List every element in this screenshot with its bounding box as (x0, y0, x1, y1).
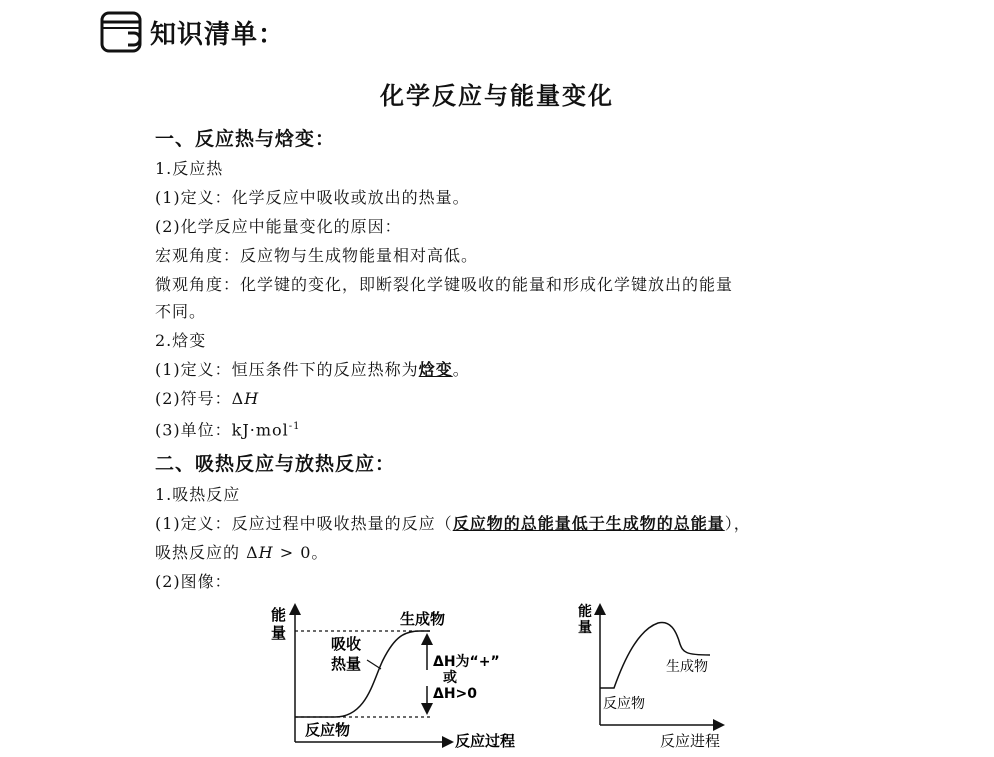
energy-curve-2 (600, 622, 710, 688)
s1-micro (155, 274, 733, 296)
endothermic-diagram (255, 600, 540, 755)
absorb-pointer (367, 660, 381, 669)
s1-enthalpy-text: 恒压条件下的反应热称为 (231, 360, 419, 379)
s1-symbol-delta: Δ (231, 389, 245, 408)
s2-def-text: 反应过程中吸收热量的反应（ (231, 514, 453, 533)
header-title: 知识清单： (150, 19, 286, 50)
y-axis-label-1: 能 (271, 606, 287, 624)
s1-macro-label: 宏观角度： (155, 246, 241, 265)
x-axis-2-label: 反应进程 (660, 732, 721, 750)
s1-symbol-h: H (244, 389, 260, 408)
section2-heading: 二、吸热反应与放热反应： (155, 453, 396, 475)
s1-enthalpy-definition (155, 359, 470, 381)
s1-unit-sup: -1 (288, 421, 301, 432)
delta-h-label-2: 或 (443, 670, 457, 686)
document-title: 化学反应与能量变化 (380, 82, 614, 110)
s1-unit-prefix: (3)单位： (155, 420, 232, 440)
s1-macro-text: 反应物与生成物能量相对高低。 (240, 246, 479, 265)
s1-macro (155, 245, 478, 267)
product-label-2: 生成物 (666, 659, 708, 675)
energy-curve (295, 631, 430, 717)
reaction-progress-diagram (570, 600, 760, 755)
s2-def-prefix: (1)定义： (155, 514, 232, 533)
s1-definition (155, 187, 470, 209)
s1-enthalpy-end: 。 (452, 360, 470, 379)
s1-symbol (155, 388, 259, 410)
s2-line2-prefix: 吸热反应的 Δ (155, 543, 259, 562)
s2-def-end: ）， (724, 514, 751, 533)
s2-graph-label: (2)图像： (155, 572, 232, 591)
s1-enthalpy-prefix: (1)定义： (155, 360, 232, 379)
s1-def-prefix: (1)定义： (155, 188, 232, 207)
reactant-label-2: 反应物 (603, 696, 645, 712)
s2-line2-h: H (258, 543, 274, 562)
s1-def-text: 化学反应中吸收或放出的热量。 (231, 188, 470, 207)
s2-line2-suffix: > 0。 (273, 543, 329, 562)
y-axis-label-2: 量 (271, 624, 287, 642)
y-axis-2-label-1: 能 (578, 604, 592, 620)
s1-cause-prefix: (2) (155, 217, 181, 236)
s2-def-emph: 反应物的总能量低于生成物的总能量 (452, 514, 725, 533)
absorb-label-1: 吸收 (331, 635, 362, 653)
section-header (98, 8, 285, 56)
s1-item2-title: 2.焓变 (155, 331, 207, 350)
s1-item1-title: 1.反应热 (155, 159, 224, 178)
s2-definition (155, 513, 751, 535)
s1-enthalpy-term: 焓变 (418, 360, 453, 379)
s1-symbol-prefix: (2)符号： (155, 389, 232, 408)
s2-item1-title: 1.吸热反应 (155, 485, 241, 504)
s1-micro-text: 化学键的变化，即断裂化学键吸收的能量和形成化学键放出的能量 (240, 275, 734, 294)
absorb-label-2: 热量 (331, 655, 362, 673)
delta-h-label-3: ΔH>0 (433, 686, 478, 702)
reactant-label: 反应物 (305, 721, 351, 739)
s1-cause-text: 化学反应中能量变化的原因： (180, 217, 402, 236)
s1-cause (155, 216, 402, 238)
s1-unit (155, 416, 301, 441)
x-axis-label: 反应过程 (455, 732, 516, 750)
s1-micro-continued: 不同。 (155, 302, 207, 321)
notebook-icon (98, 9, 144, 55)
section1-heading: 一、反应热与焓变： (155, 128, 336, 150)
s1-unit-value: kJ·mol (231, 420, 289, 440)
delta-h-label-1: ΔH为“+” (433, 654, 500, 670)
y-axis-2-label-2: 量 (578, 620, 592, 636)
s1-micro-label: 微观角度： (155, 275, 241, 294)
product-label: 生成物 (400, 610, 446, 628)
s2-def-line2 (155, 542, 328, 564)
